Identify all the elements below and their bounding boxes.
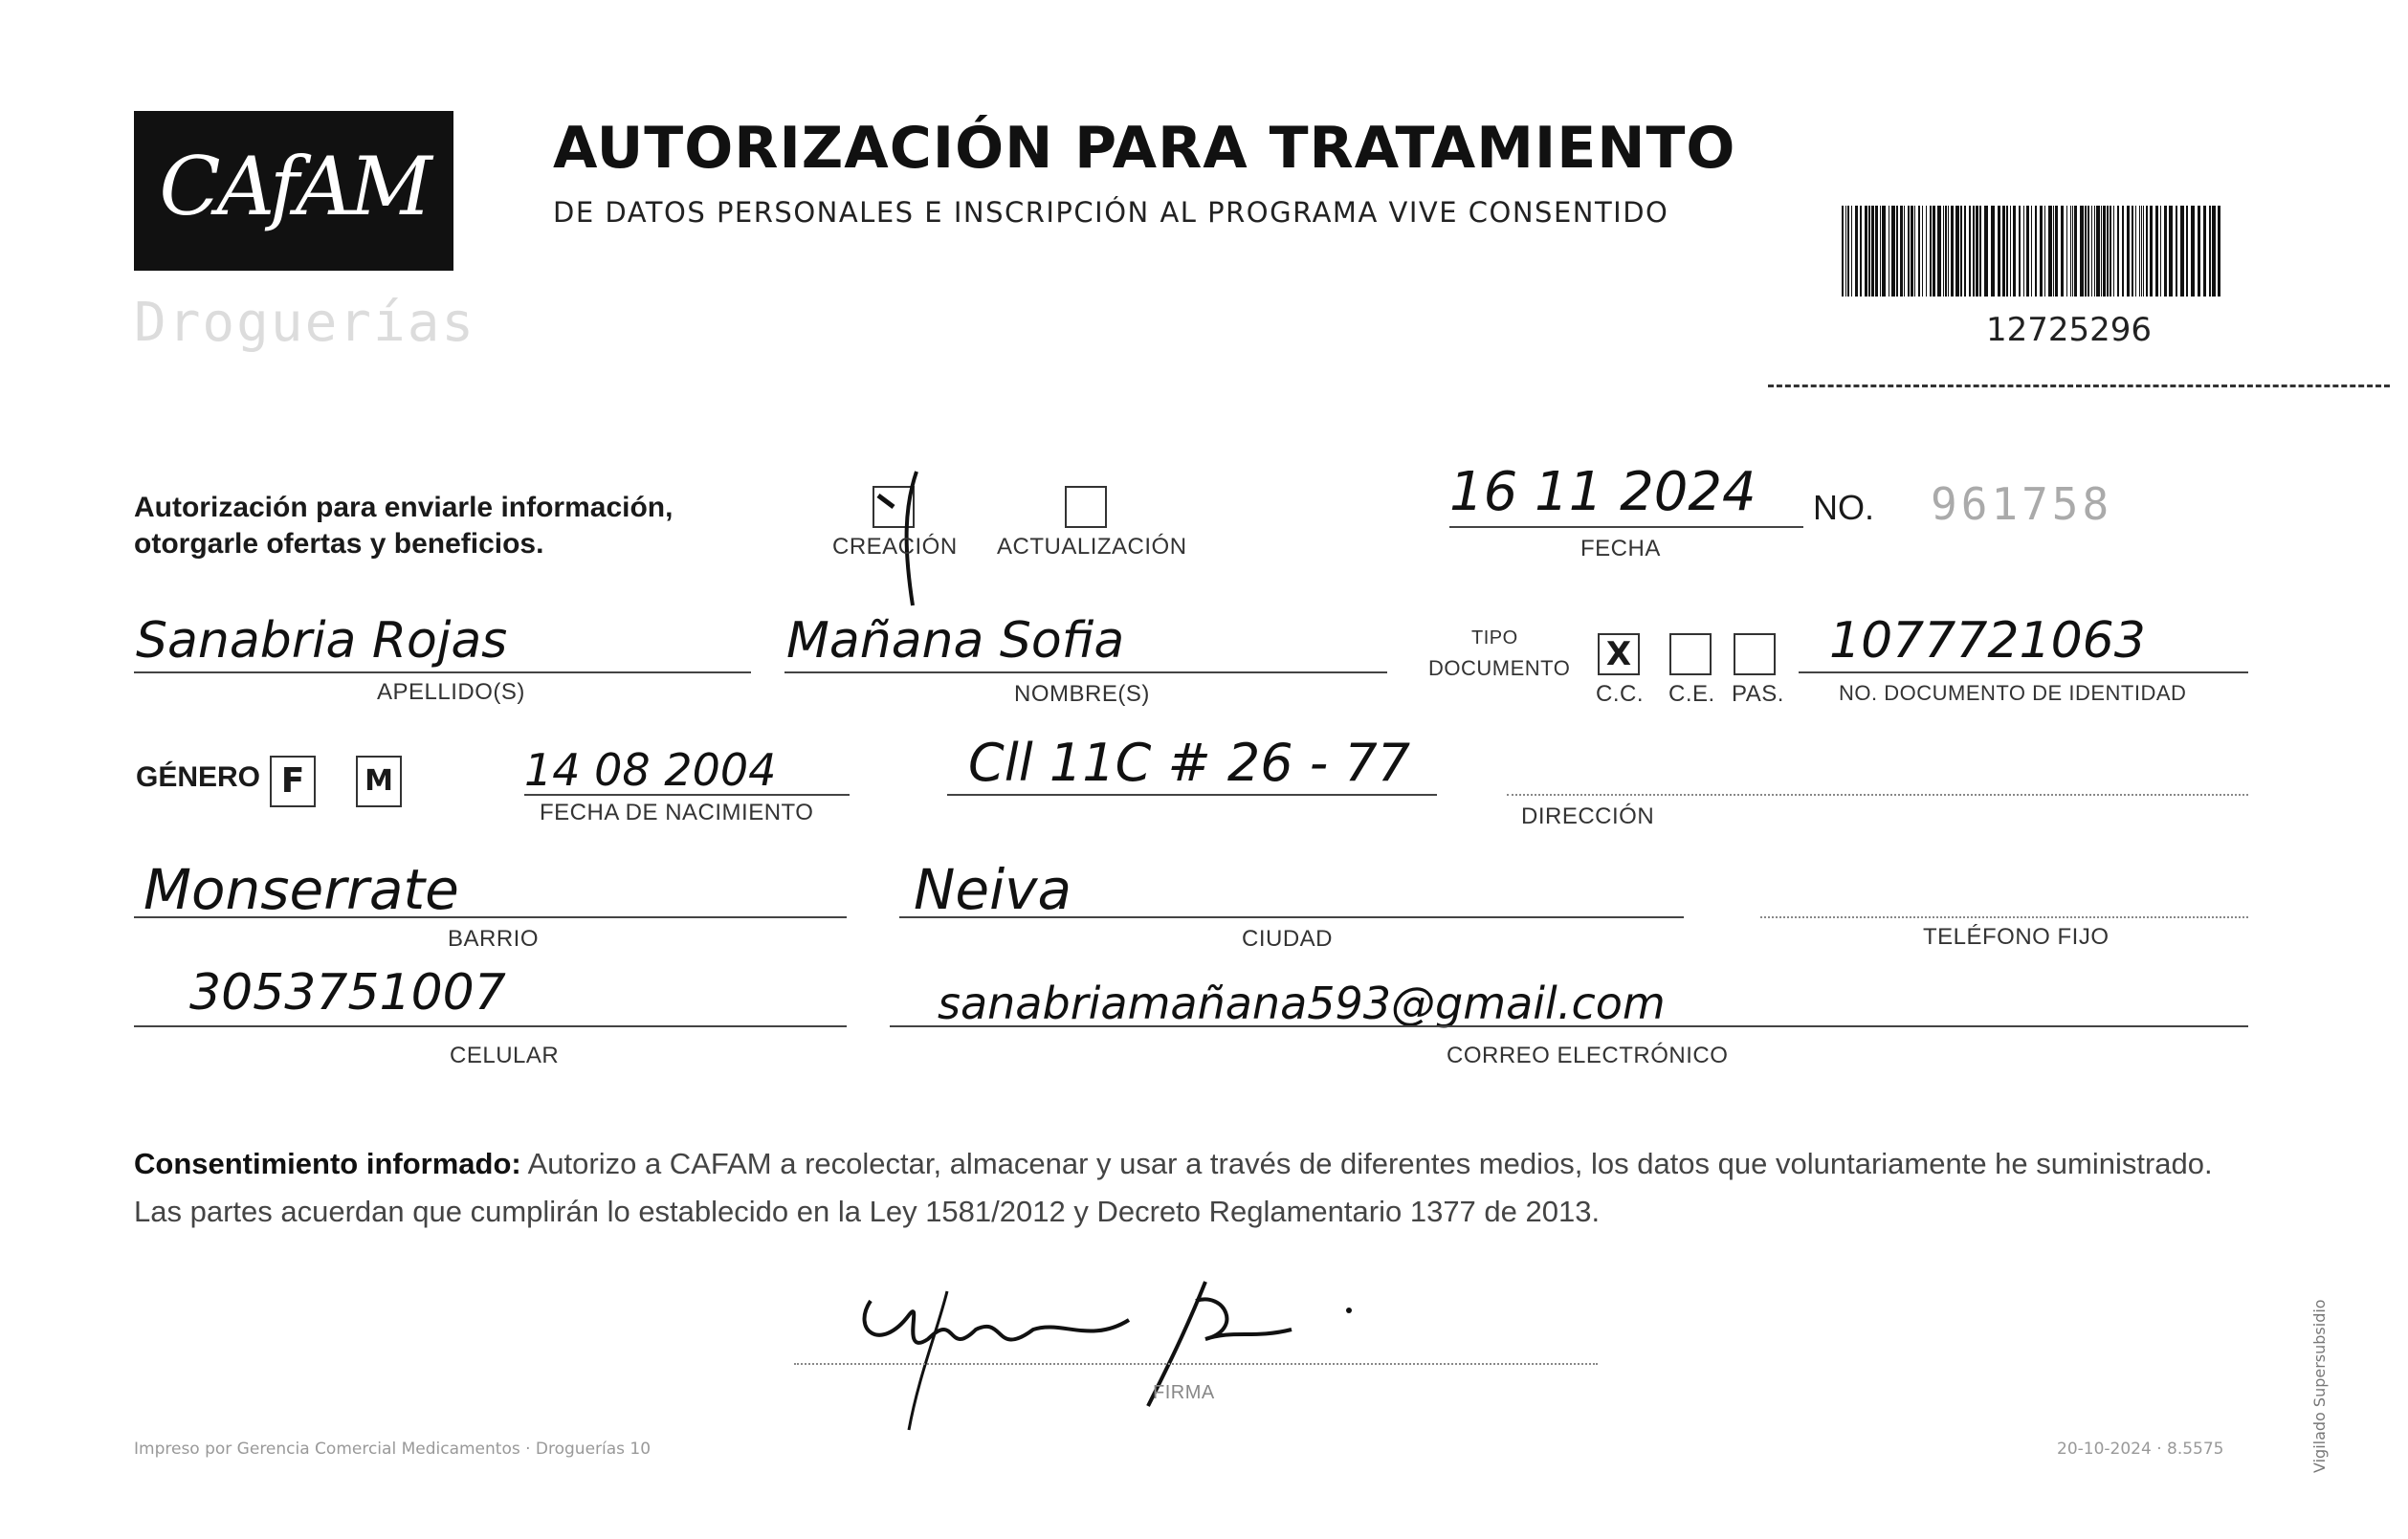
logo-text: CAfAM: [159, 140, 429, 233]
ciudad-line: [899, 916, 1684, 918]
tipo-label: TIPO: [1471, 627, 1518, 649]
logo-subtitle: Droguerías: [134, 292, 476, 354]
barrio-value[interactable]: Monserrate: [144, 857, 459, 922]
apellidos-line: [134, 671, 751, 673]
correo-label: CORREO ELECTRÓNICO: [1447, 1043, 1729, 1068]
firma-label: FIRMA: [1153, 1382, 1215, 1403]
actualizacion-label: ACTUALIZACIÓN: [997, 534, 1187, 560]
genero-label: GÉNERO: [136, 761, 261, 793]
cc-mark: X: [1605, 635, 1632, 673]
barrio-label: BARRIO: [448, 926, 540, 952]
fecha-line: [1449, 526, 1803, 528]
documento-tipo-label: DOCUMENTO: [1428, 656, 1571, 680]
firma-line: [794, 1363, 1598, 1365]
ciudad-value[interactable]: Neiva: [914, 857, 1072, 922]
celular-value[interactable]: 3053751007: [189, 964, 506, 1022]
form-title: AUTORIZACIÓN PARA TRATAMIENTO: [553, 115, 1736, 182]
barrio-line: [134, 916, 847, 918]
no-value: 961758: [1931, 478, 2113, 530]
barcode-number: 12725296: [1986, 311, 2153, 349]
consent-text: [134, 1140, 2263, 1236]
fecha-nacimiento-value[interactable]: 14 08 2004: [524, 744, 777, 796]
correo-line: [890, 1025, 2248, 1027]
nombres-line: [784, 671, 1387, 673]
no-label: NO.: [1813, 488, 1875, 527]
f-mark: F: [280, 761, 305, 801]
celular-label: CELULAR: [450, 1043, 560, 1068]
ce-label: C.E.: [1668, 681, 1715, 707]
fecha-label: FECHA: [1580, 536, 1661, 561]
direccion-line: [947, 794, 1437, 796]
m-checkbox[interactable]: [356, 756, 402, 807]
signature-icon[interactable]: [842, 1263, 1359, 1435]
celular-line: [134, 1025, 847, 1027]
telefono-line[interactable]: [1760, 916, 2248, 918]
fecha-nacimiento-line: [524, 794, 850, 796]
consent-title: Consentimiento informado:: [134, 1147, 521, 1180]
f-checkbox[interactable]: [270, 756, 316, 807]
nombres-label: NOMBRE(S): [1014, 681, 1150, 707]
ciudad-label: CIUDAD: [1242, 926, 1334, 952]
creacion-label: CREACIÓN: [832, 534, 958, 560]
documento-value[interactable]: 1077721063: [1829, 612, 2146, 670]
consent-body: Autorizo a CAFAM a recolectar, almacenar y usar a través de diferentes medios, los datos que voluntariamente he suministrado. Las partes acuerdan que cumplirán lo establecido en la Ley 1581/2012 y Decreto Reglamentario 1377 de 2013.: [134, 1147, 2213, 1228]
nombres-value[interactable]: Mañana Sofia: [786, 612, 1125, 670]
m-label: M: [365, 764, 393, 798]
pas-checkbox[interactable]: [1734, 633, 1776, 675]
footer-right: 20-10-2024 · 8.5575: [2057, 1440, 2224, 1459]
pas-label: PAS.: [1732, 681, 1784, 707]
documento-line: [1799, 671, 2248, 673]
footer-left: Impreso por Gerencia Comercial Medicamentos · Droguerías 10: [134, 1440, 652, 1459]
ce-checkbox[interactable]: [1669, 633, 1712, 675]
divider: [1768, 385, 2390, 387]
correo-value[interactable]: sanabriamañana593@gmail.com: [938, 978, 1666, 1029]
direccion-label: DIRECCIÓN: [1521, 803, 1655, 829]
fecha-nacimiento-label: FECHA DE NACIMIENTO: [540, 800, 814, 825]
actualizacion-checkbox[interactable]: [1065, 486, 1107, 528]
documento-label: NO. DOCUMENTO DE IDENTIDAD: [1839, 681, 2187, 705]
fecha-value[interactable]: 16 11 2024: [1449, 461, 1756, 523]
form-subtitle: DE DATOS PERSONALES E INSCRIPCIÓN AL PROGRAMA VIVE CONSENTIDO: [553, 196, 1669, 229]
direccion-line-2: [1507, 794, 2248, 796]
cc-label: C.C.: [1596, 681, 1644, 707]
telefono-label: TELÉFONO FIJO: [1923, 924, 2110, 950]
cafam-logo: [134, 111, 453, 271]
barcode-icon: [1842, 206, 2224, 297]
apellidos-value[interactable]: Sanabria Rojas: [136, 612, 508, 670]
footer-vertical: Vigilado Supersubsidio: [2310, 1299, 2329, 1473]
authorization-text: Autorización para enviarle información, otorgarle ofertas y beneficios.: [134, 492, 674, 560]
apellidos-label: APELLIDO(S): [377, 679, 525, 705]
cc-checkbox[interactable]: [1598, 633, 1640, 675]
direccion-value[interactable]: Cll 11C # 26 - 77: [968, 733, 1411, 793]
